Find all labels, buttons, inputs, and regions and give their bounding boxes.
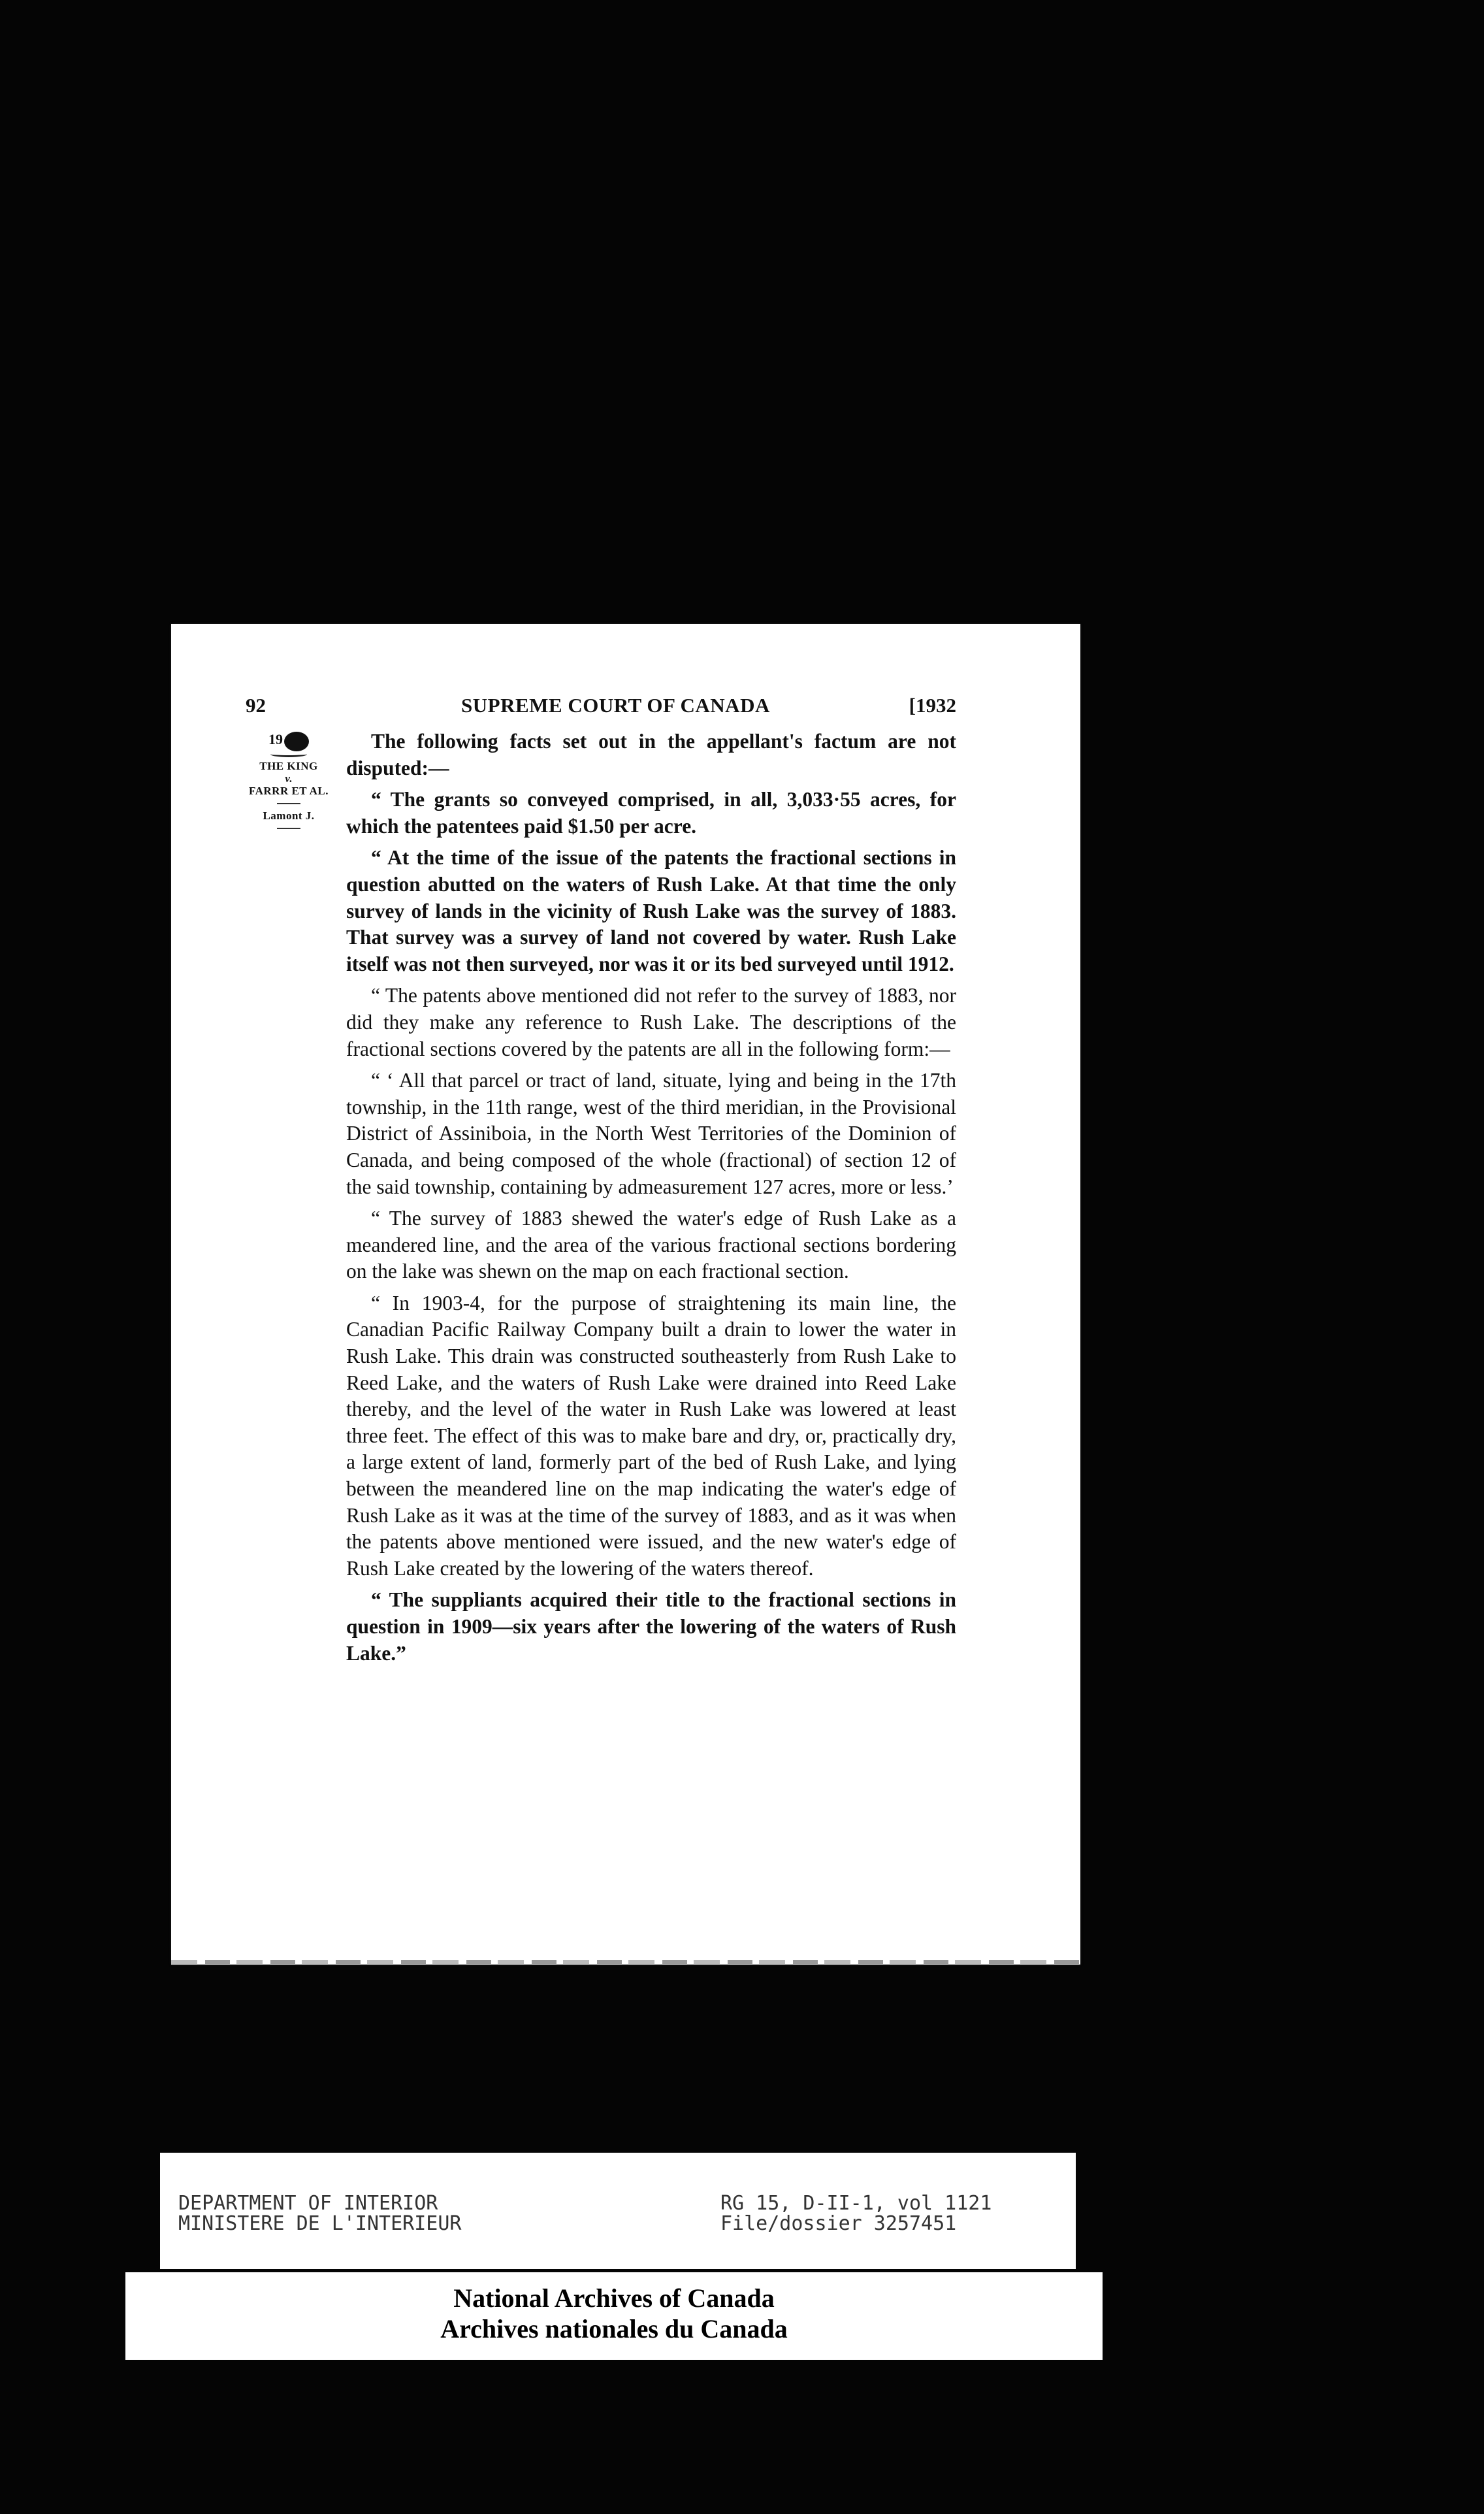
archives-banner (125, 2272, 1103, 2360)
ink-blot (284, 732, 309, 751)
paragraph: “ The survey of 1883 shewed the water's edge of Rush Lake as a meandered line, and the area of the various fractional sections bordering on the lake was shewn on the map on each fractional section. (346, 1207, 956, 1283)
court-title: SUPREME COURT OF CANADA (461, 694, 770, 717)
running-header (246, 694, 956, 721)
paragraph: “ ‘ All that parcel or tract of land, situate, lying and being in the 17th township, in the 11th range, west of the third meridian, in the Provisional District of Assiniboia, in the North West Territories of the Dominion of Canada, and being composed of the whole (fractional) of section 12 of the said township, containing by admeasurement 127 acres, more or less.’ (346, 1069, 956, 1198)
judgment-text (346, 728, 956, 1672)
paragraph: “ The suppliants acquired their title to the fractional sections in question in 1909—six years after the lowering of the waters of Rush Lake.” (346, 1588, 956, 1665)
margin-rule-bottom (277, 828, 300, 829)
paragraph: “ In 1903-4, for the purpose of straightening its main line, the Canadian Pacific Railway Company built a drain to lower the water in Rush Lake. This drain was constructed southeasterly from Rush Lake to Reed Lake, and the waters of Rush Lake were drained into Reed Lake thereby, and the level of the water in Rush Lake was lowered at least three feet. The effect of this was to make bare and dry, or, practically dry, a large extent of land, formerly part of the bed of Rush Lake, and lying between the meandered line on the map indicating the water's edge of Rush Lake as it was at the time of the survey of 1883, and as it was when the patents above mentioned were issued, and the new water's edge of Rush Lake created by the lowering of the waters thereof. (346, 1291, 956, 1580)
document-page (171, 624, 1080, 1965)
department-fr: MINISTERE DE L'INTERIEUR (178, 2212, 462, 2235)
margin-year: 19 (268, 731, 283, 747)
department-label (178, 2193, 461, 2234)
archives-name-fr: Archives nationales du Canada (440, 2314, 788, 2343)
brace-mark (270, 751, 307, 757)
record-group: RG 15, D-II-1, vol 1121 (720, 2192, 992, 2215)
party-two: FARRR ET AL. (248, 785, 329, 798)
archives-name-en: National Archives of Canada (453, 2283, 775, 2313)
page-number: 92 (246, 694, 266, 717)
volume-year: [1932 (909, 694, 956, 717)
paragraph: “ The patents above mentioned did not refer to the survey of 1883, nor did they make any reference to Rush Lake. The descriptions of the fractional sections covered by the patents are all in the following form:— (346, 984, 956, 1060)
versus: v. (285, 772, 293, 785)
file-number: File/dossier 3257451 (720, 2212, 957, 2235)
paragraph: “ The grants so conveyed comprised, in all, 3,033·55 acres, for which the patentees paid $1.50 per acre. (346, 788, 956, 838)
scan-artifact-line (171, 1960, 1080, 1964)
paragraph: The following facts set out in the appellant's factum are not disputed:— (346, 730, 956, 779)
department-en: DEPARTMENT OF INTERIOR (178, 2192, 438, 2215)
party-one: THE KING (259, 760, 318, 773)
margin-note (246, 731, 331, 833)
archive-reference-stamp (160, 2153, 1076, 2269)
margin-rule (277, 803, 300, 804)
paragraph: “ At the time of the issue of the patents the fractional sections in question abutted on the waters of Rush Lake. At that time the only survey of lands in the vicinity of Rush Lake was the survey of 1883. That survey was a survey of land not covered by water. Rush Lake itself was not then surveyed, nor was it or its bed surveyed until 1912. (346, 846, 956, 975)
file-reference (720, 2193, 992, 2234)
judge-name: Lamont J. (263, 809, 315, 823)
